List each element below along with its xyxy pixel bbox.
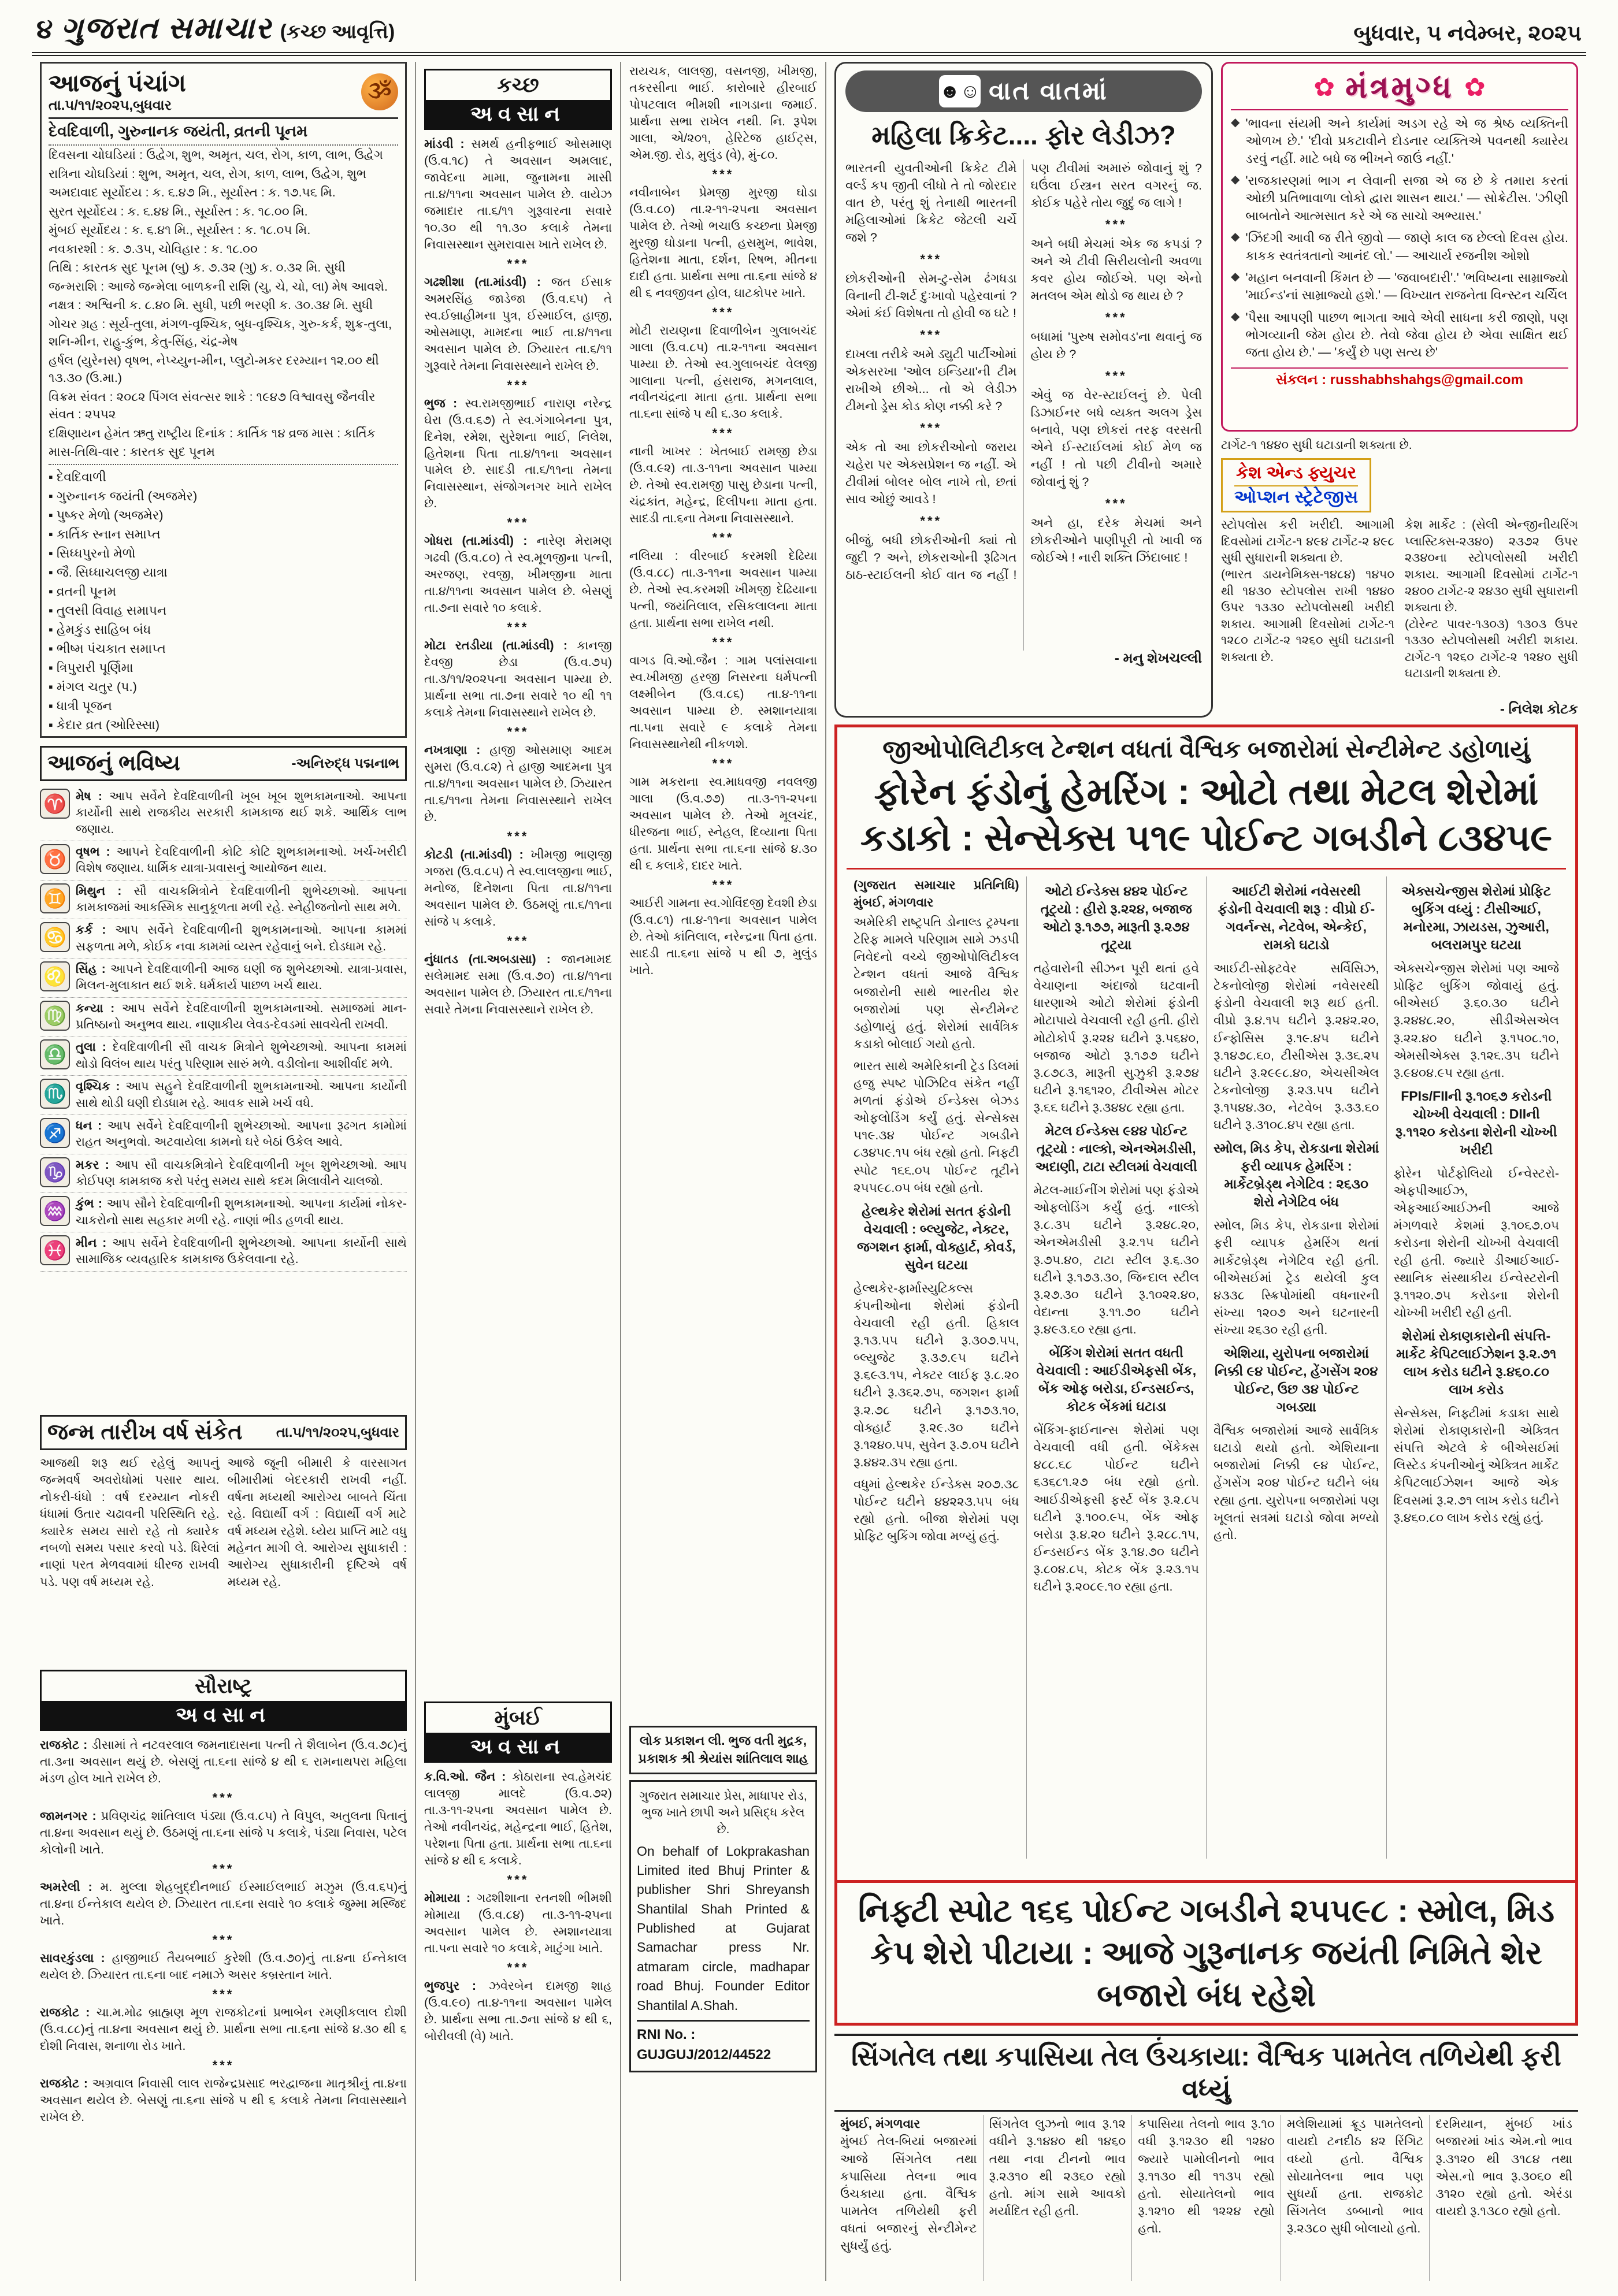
pisces-icon: ♓ [40,1235,70,1265]
panchang-event: ▪ તુલસી વિવાહ સમાપન [49,603,167,618]
horoscope-row [40,958,407,998]
obituary-place: ગોધરા (તા.માંડવી) : [424,534,537,548]
horoscope-text: તુલા : દેવદિવાળીની સૌ વાચક મિત્રોને શુભેચ્છાઓ. આપના કામમાં થોડો વિલંબ થાય પરંતુ પરિણામ સારું મળે. વડીલોના આશીર્વાદ મળે. [76,1041,407,1071]
horoscope-row [40,1193,407,1232]
panchang-line: દક્ષિણાયન હેમંત ઋતુ રાષ્ટ્રીય દિનાંક : કાર્તિક ૧૪ વ્રજ માસ : કાર્તિક [49,426,376,440]
market-subhead: હેલ્થકેર શેરોમાં સતત ફંડોની વેચવાલી : બ્લ્યુજેટ, નેક્ટર, જગશન ફાર્મા, વોક્હાર્ટ, કોવર્ડ, સુવેન ઘટયા [856,1203,1016,1272]
panchang-event: ▪ ગુરુનાનક જયંતી (અજમેર) [49,488,198,503]
obituary-place: જામનગર : [40,1809,101,1823]
separator: *** [507,829,529,844]
separator: *** [507,933,529,948]
obituary-entry: સાવરકુંડલા : હાજીભાઈ તૈયબભાઈ કુરેશી (ઉ.વ.૭૦)નું તા.૪ના ઈન્તેકાલ થયેલ છે. ઝિયારત તા.૬ના બાદ નમાઝે અસર કબ્રસ્તાન ખાતે. [40,1951,407,1982]
column-3 [621,62,826,2281]
mantra-quote [1231,115,1568,168]
obituary-entry: નખત્રાણા : હાજી ઓસમાણ આદમ સુમરા (ઉ.વ.૮૨) તે હાજી આદમના પુત્ર તા.૪/૧૧ના અવસાન પામેલ છે. ઝિયારત તા.૬/૧૧ના તેમના નિવાસસ્થાને રાખેલ છે. [424,744,612,824]
vaat-paragraph: દાખલા તરીકે અમે ડ્યુટી પાર્ટીઓમાં એકસરખા 'ઓલ ઇન્ડિયા'ની ટીમ રાખીએ છીએ... તો એ લેડીઝ ટીમનો ડ્રેસ કોડ કોણ નક્કી કરે ? [845,347,1017,414]
separator: *** [212,2057,235,2072]
cash-tip: કેશ માર્કેટ : (સેલી એન્જીનીયરિંગ પ્લાસ્ટિક્સ-૨૩૪૦) ૨૩૭૨ ઉપર ૨૩૪૦ના સ્ટોપલોસથી ખરીદી શકાય. આગામી દિવસોમાં ટાર્ગેટ-૧ ૨૪૦૦ ટાર્ગેટ-૨ ૨૪૩૦ સુધી સુધારાની શક્યતા છે. [1405,518,1578,615]
separator: *** [1105,217,1127,232]
obituary-paragraph: વાગડ વિ.ઓ.જૈન : ગામ પલાંસવાના સ્વ.ખીમજી હરજી નિસરના ધર્મપત્ની લક્ષ્મીબેન (ઉ.વ.૮૬) તા.૪-૧૧ના અવસાન પામ્યા છે. સ્મશાનયાત્રા તા.૫ના સવારે ૯ કલાકે તેમના નિવાસસ્થાનેથી નીકળશે. [629,654,817,751]
oil-article [834,2034,1578,2281]
obituary-entry: રાજકોટ : અગ્રવાલ નિવાસી લાલ રાજેન્દ્રપ્રસાદ ભરદ્વાજના માતૃશ્રીનું તા.૪ના અવસાન થયેલ છે. બેસણું તા.૬ના સાંજે ૫ થી ૬ કલાકે તેમના નિવાસસ્થાને રાખેલ છે. [40,2076,407,2124]
panchang-event: ▪ મંગલ ચતુર (પ.) [49,679,137,694]
separator: *** [507,377,529,392]
oil-column [1132,2115,1281,2281]
obituary-place: નખત્રાણા : [424,744,490,757]
panchang-header [49,69,398,119]
market-column [1387,876,1567,1859]
obituary-place: મોમાયા : [424,1891,477,1905]
horoscope-sign-name: મીન : [76,1236,113,1250]
panchang-event: ▪ જૈ. સિધ્ધાચલજી યાત્રા [49,564,168,579]
obituary-paragraph: રાયચક, લાલજી, વસનજી, ખીમજી, તકરસીના ભાઈ. કારોબારે હીરબાઈ પોપટલાલ ભીમશી નાગડાના જમાઈ. પ્રાર્થના સભા રાખેલ નથી. નિ. રૂપેશ ગાલા, એ/૨૦૧, હેરિટેજ હાઈટ્સ, એમ.જી. રોડ, મુલુંડ (વે), મું-૮૦. [629,65,817,162]
panchang-line: જન્મરાશિ : આજે જન્મેલા બાળકની રાશિ (ચુ, ચે, ચો, લા) મેષ આવશે. [49,279,388,293]
horoscope-text: વૃષભ : આપને દેવદિવાળીની કોટિ કોટિ શુભકામનાઓ. ખર્ચ-ખરીદી વિશેષ જણાય. ધાર્મિક યાત્રા-પ્રવાસનું આયોજન થાય. [76,845,407,875]
separator: *** [1105,368,1127,383]
separator: *** [712,166,734,181]
obituary-entry: રાજકોટ : ચા.મ.મોઢ બ્રાહ્મણ મૂળ રાજકોટનાં પ્રભાબેન રમણીકલાલ દોશી (ઉ.વ.૮૮)નું તા.૪ના અવસાન થયું છે. પ્રાર્થના સભા તા.૬ના સાંજે ૪.૩૦ થી ૬ દોશી નિવાસ, શનાળા રોડ ખાતે. [40,2005,407,2053]
mumbai-obituaries [424,1767,612,2126]
horoscope-sign-name: મકર : [76,1158,116,1172]
obituary-place: ભુજ : [424,396,465,410]
obituary-place: રાજકોટ : [40,2076,92,2090]
panchang-line: હર્ષલ (યુરેનસ) વૃષભ, નેપ્ચ્યુન-મીન, પ્લુટો-મકર દરમ્યાન ૧૨.૦૦ થી ૧૩.૩૦ (ઉ.મા.) [49,353,379,385]
obituary-paragraph: આઈરી ગામના સ્વ.ગોવિંદજી દેવશી છેડા (ઉ.વ.૮૧) તા.૪-૧૧ના અવસાન પામેલ છે. તેઓ કાંતિલાલ, નરેન્દ્રના પિતા હતા. સાદડી તા.૬ના સાંજે ૫ થી ૭, મુલુંડ ખાતે. [629,896,817,977]
right-top-stack [1221,62,1578,718]
horoscope-sign-name: કન્યા : [76,1001,122,1015]
column-2 [416,62,621,2281]
horoscope-row [40,1036,407,1076]
market-paragraph: એક્સચેન્જીસ શેરોમાં પણ આજે પ્રોફિટ બુકિંગ જોવાયું હતું. બીએસઈ રૂ.૬૦.૩૦ ઘટીને રૂ.૨૪૪૮.૨૦, સીડીએસએલ રૂ.૨૨.૪૦ ઘટીને રૂ.૧૫૦૮.૧૦, એમસીએક્સ રૂ.૧૨૬.૩૫ ઘટીને રૂ.૯૪૦૪.૯૫ રહ્યા હતા. [1393,961,1559,1080]
taurus-icon: ♉ [40,844,70,874]
oil-body [834,2115,1578,2281]
horoscope-text: કન્યા : આપ સર્વેને દેવદિવાળીની શુભકામનાઓ. સમાજમાં માન-પ્રતિષ્ઠાનો અનુભવ થાય. નાણાકીય લેવડ-દેવડમાં સાવચેતી રાખવી. [76,1001,407,1032]
separator: *** [507,1960,529,1975]
vaat-vaatma-header [845,70,1202,112]
obituary-entry: નુંધાતડ (તા.અબડાસા) : જાનમામદ સલેમામદ સમા (ઉ.વ.૭૦) તા.૪/૧૧ના અવસાન પામેલ છે. ઝિયારત તા.૬/૧૧ના સવારે તેમના નિવાસસ્થાને રાખેલ છે. [424,952,612,1016]
market-subhead: FPIs/FIIની રૂ.૧૦૬૭ કરોડની ચોખ્ખી વેચવાલી : DIIની રૂ.૧૧૨૦ કરોડના શેરોની ચોખ્ખી ખરીદી [1395,1088,1557,1157]
horoscope-row [40,841,407,880]
cash-futures-section [1221,432,1578,718]
cash-badge-line2: ઓપ્શન સ્ટ્રેટેજીસ [1234,485,1358,507]
market-column [1027,876,1207,1859]
panchang-event: ▪ વ્રતની પૂનમ [49,584,117,599]
horoscope-text: સિંહ : આપને દેવદિવાળીની આજ ઘણી જ શુભેચ્છાઓ. યાત્રા-પ્રવાસ, મિલન-મુલાકાત થઈ શકે. ધર્મકાર્ય પાછળ ખર્ચ થાય. [76,963,407,993]
obituary-place: મોટા રતડીયા (તા.માંડવી) : [424,639,577,653]
horoscope-sign-name: વૃષભ : [76,845,117,859]
obituary-entry: રાજકોટ : ડીસામાં તે નટવરલાલ જમનાદાસના પત્ની તે શૈલાબેન (ઉ.વ.૭૮)નું તા.૩ના અવસાન થયું છે. બેસણું તા.૬ના સાંજે ૪ થી ૬ રામનાથપરા મહિલા મંડળ હોલ ખાતે રાખેલ છે. [40,1738,407,1785]
panchang-line: અમદાવાદ સૂર્યોદય : ક. ૬.૪૭ મિ., સૂર્યાસ્ત : ક. ૧૭.૫૬ મિ. [49,185,336,200]
separator: *** [1105,310,1127,325]
diamond-bullet-icon: ◆ [1231,270,1240,283]
market-paragraph: હેલ્થકેર-ફાર્માસ્યુટિકલ્સ કંપનીઓના શેરોમાં ફંડોની વેચવાલી રહી હતી. હિકાલ રૂ.૧૩.૫૫ ઘટીને રૂ.૩૦૭.૫૫, બ્લ્યુજેટ રૂ.૩૭.૯૫ ઘટીને રૂ.૬૯૩.૧૫, નેક્ટર લાઈફ રૂ.૮.૨૦ ઘટીને રૂ.૩૬૨.૭૫, જગશન ફાર્મા રૂ.૨.૭૮ ઘટીને રૂ.૧૭૩.૧૦, વોક્હાર્ટ રૂ.૨૯.૩૦ ઘટીને રૂ.૧૨૪૦.૫૫, સુવેન રૂ.૭.૦૫ ઘટીને રૂ.૪૪૨.૩૫ રહ્યા હતા. [853,1281,1019,1469]
panchang-event: ▪ ધાત્રી પૂજન [49,698,112,713]
panchang-line: દિવસના ચોઘડિયાં : ઉદ્વેગ, શુભ, અમૃત, ચલ, રોગ, કાળ, લાભ, ઉદ્વેગ [49,148,383,162]
market-paragraph: તહેવારોની સીઝન પૂરી થતાં હવે વેચાણના અંદાજો ઘટવાની ધારણાએ ઓટો શેરોમાં ફંડોની મોટાપાયે વેચવાલી રહી હતી. હીરો મોટોકોર્પ રૂ.૨૨૪ ઘટીને રૂ.૫૬૪૦, બજાજ ઓટો રૂ.૧૭૭ ઘટીને રૂ.૮૭૮૩, મારૂતી સુઝુકી રૂ.૨૭૪ ઘટીને રૂ.૧૬૧૨૦, ટીવીએસ મોટર રૂ.૬૬ ઘટીને રૂ.૩૪૪૮ રહ્યા હતા. [1033,961,1199,1114]
obituary-entry: કોટડી (તા.માંડવી) : ખીમજી ભાણજી ગજરા (ઉ.વ.૮૫) તે સ્વ.લાલજીના ભાઈ, મનોજ, દિનેશના પિતા તા.૪/૧૧ના અવસાન પામેલ છે. ઉઠમણું તા.૬/૧૧ના સાંજે ૫ કલાકે. [424,848,612,928]
separator: *** [507,256,529,271]
panchang-event: ▪ કેદાર વ્રત (ઓરિસ્સા) [49,717,160,732]
nifty-banner: નિફ્ટી સ્પોટ ૧૬૬ પોઈન્ટ ગબડીને ૨૫૫૯૮ : સ્મોલ, મિડ કેપ શેરો પીટાયા : આજે ગુરૂનાનક જયંતી નિમિતે શેર બજારો બંધ રહેશે [834,1883,1578,2026]
panchang-line: નવકારશી : ક. ૭.૩૫, ચોવિહાર : ક. ૧૮.૦૦ [49,242,258,256]
aquarius-icon: ♒ [40,1196,70,1226]
panchang-event: ▪ હેમકુંડ સાહિબ બંધ [49,622,151,637]
oil-column [834,2115,984,2281]
leo-icon: ♌ [40,961,70,991]
market-subhead: આઈટી શેરોમાં નવેસરથી ફંડોની વેચવાલી શરૂ : વીપ્રો ઈ-ગવર્નન્સ, નેટવેબ, એન્કેઈ, રામકો ઘટાડો [1218,883,1375,953]
market-paragraph: અમેરિકી રાષ્ટ્રપતિ ડોનાલ્ડ ટ્રમ્પના ટેરિફ મામલે પરિણામ સામે ઝડપી નિવેદનો વચ્ચે જીઓપોલિટીકલ ટેન્શન વધતાં આજે વૈશ્વિક બજારોની સાથે ભારતીય શેર બજારોમાં પણ સેન્ટીમેન્ટ ડહોળાયું હતું. શેરોમાં સાર્વત્રિક કડાકો બોલાઈ ગયો હતો. [853,915,1019,1051]
vaat-vaatma-box [834,62,1213,718]
separator: *** [507,620,529,635]
horoscope-text: કર્ક : આપ સર્વેને દેવદિવાળીની શુભકામનાઓ. આપના કામમાં સફળતા મળે, કોઈક નવા કામમાં વ્યસ્ત રહેવાનું બને. દોડધામ રહે. [76,923,407,953]
panchang-event: ▪ કાર્તિક સ્નાન સમાપ્ત [49,526,161,541]
janma-left: આજથી શરૂ થઈ રહેલું આપનું જન્મવર્ષ અવરોધોમાં પસાર થાય. નોકરી-ધંધો : વર્ષ દરમ્યાન નોકરી ધંધામાં ઉતાર ચઢાવની પરિસ્થિતિ રહે. ક્યારેક સમય સારો રહે તો ક્યારેક નબળો સમય પસાર કરવો પડે. ધિરેલાં નાણાં પરત મેળવવામાં ધીરજ રાખવી પડે. પણ વર્ષ મધ્યમ રહે. [40,1457,220,1589]
mantra-quote-text: 'ભાવના સંયમી અને કાર્યમાં અડગ રહે એ જ શ્રેષ્ઠ વ્યક્તિની ઓળખ છે.' 'દીવો પ્રકટાવીને દોડનાર વ્યક્તિએ પવનથી ક્યારેય ડરવું નહીં. માટે બધે જ ભીખને જાઉં નહીં.' [1245,116,1568,166]
market-paragraph: સેન્સેક્સ, નિફ્ટીમાં કડાકા સાથે શેરોમાં રોકાણકારોની એક્ત્રિત સંપત્તિ એટલે કે બીએસઈમાં લિસ્ટેડ કંપનીઓનું એક્ત્રિત માર્કેટ કેપિટલાઈઝેશન આજે એક દિવસમાં રૂ.૨.૭૧ લાખ કરોડ ઘટીને રૂ.૪૬૦.૮૦ લાખ કરોડ રહ્યું હતું. [1393,1406,1559,1525]
horoscope-text: કુંભ : આપ સૌને દેવદિવાળીની શુભકામનાઓ. આપના કાર્યમાં નોકર-ચાકરોનો સાથ સહકાર મળી રહે. નાણાં ભીડ હળવી થાય. [76,1197,407,1227]
mumbai-label: મુંબઈ [494,1706,542,1729]
market-body [847,876,1566,1859]
separator: *** [212,1790,235,1805]
publisher-english: On behalf of Lokprakashan Limited ited Bhuj Printer & publisher Shri Shreyansh Shantilal Shah Printed & Published at Gujarat Samachar press Nr. atmaram circle, madhapar road Bhuj. Founder Editor Shantilal A.Shah. [637,1843,810,2013]
sagittarius-icon: ♐ [40,1118,70,1148]
panchang-event: ▪ દેવદિવાળી [49,469,106,484]
panchang-event: ▪ પુષ્કર મેળો (અજમેર) [49,507,164,522]
oil-dateline: મુંબઈ, મંગળવાર [840,2117,921,2131]
market-paragraph: મેટલ-માઈનીંગ શેરોમાં પણ ફંડોએ ઓફલોડિંગ કર્યું હતું. નાલ્કો રૂ.૮.૩૫ ઘટીને રૂ.૨૪૮.૨૦, એનએમડીસી રૂ.૨.૧૫ ઘટીને રૂ.૭૫.૪૦, ટાટા સ્ટીલ રૂ.૬.૩૦ ઘટીને રૂ.૧૭૩.૩૦, જિન્દાલ સ્ટીલ રૂ.૨૭.૩૦ ઘટીને રૂ.૧૦૨૨.૪૦, વેદાન્તા રૂ.૧૧.૭૦ ઘટીને રૂ.૪૯૩.૬૦ રહ્યા હતા. [1033,1183,1199,1336]
vaat-vaatma-title: વાત વાતમાં [989,77,1108,105]
obituary-entry: ભુજપુર : ઝવેરબેન દામજી શાહ (ઉ.વ.૯૦) તા.૪-૧૧ના અવસાન પામેલ છે. પ્રાર્થના સભા તા.૭ના સાંજે ૪ થી ૬, બોરીવલી (વે) ખાતે. [424,1979,612,2043]
mantra-quote-text: 'પૈસા આપણી પાછળ ભાગતા આવે એવી સાધના કરી જાણો, પણ ભોગવ્યાની જેમ હોય છે. તેવો જેવા હોય છે એવા સાક્ષિત થઈ જતા હોય છે.' — 'કર્યું છે પણ સત્ય છે' [1245,310,1568,360]
column-grid [32,62,1586,2281]
panchang-box [40,62,407,738]
oil-column [1281,2115,1430,2281]
obituary-entry: મોમાયા : ગઢશીશાના રતનશી ભીમશી મોમાયા (ઉ.વ.૮૪) તા.૩-૧૧-૨૫ના અવસાન પામેલ છે. સ્મશાનયાત્રા તા.૫ના સવારે ૧૦ કલાકે, માટુંગા ખાતે. [424,1891,612,1955]
mantra-quote [1231,269,1568,304]
cash-tip: સ્ટોપલોસ કરી ખરીદી. આગામી દિવસોમાં ટાર્ગેટ-૧ ૪૯૪ ટાર્ગેટ-૨ ૪૯૮ સુધી સુધારાની શક્યતા છે. [1221,518,1394,565]
panchang-title: આજનું પંચાંગ [49,69,186,96]
virgo-icon: ♍ [40,1001,70,1031]
obituary-place: નુંધાતડ (તા.અબડાસા) : [424,952,561,966]
horoscope-row [40,786,407,841]
market-subhead: એશિયા, યુરોપના બજારોમાં નિક્કી ૯૪ પોઈન્ટ, હેંગસેંગ ૨૦૪ પોઈન્ટ, ઉછ ૩૪ પોઈન્ટ ગબડ્યા [1214,1345,1378,1415]
panchang-line: વિક્રમ સંવત : ૨૦૮૨ પિંગલ સંવત્સર શાકે : ૧૯૪૭ વિશ્વાવસુ જૈનવીર સંવત : ૨૫૫૨ [49,389,376,422]
separator: *** [212,1986,235,2001]
oil-headline: સિંગતેલ તથા કપાસિયા તેલ ઉંચકાયા: વૈશ્વિક પામતેલ તળિયેથી ફરી વધ્યું [834,2041,1578,2112]
kutch-avasan-header [424,69,612,130]
market-subhead: ઓટો ઈન્ડેક્સ ૪૪૨ પોઈન્ટ તૂટ્યો : હીરો રૂ.૨૨૪, બજાજ ઓટો રૂ.૧૭૭, મારૂતી રૂ.૨૭૪ તૂટ્યા [1040,883,1192,953]
separator: *** [712,877,734,892]
obituary-entry: અમરેલી : મ. મુલ્લા શેહબુદ્દીનભાઈ ઈસ્માઈલભાઈ મઝુમ (ઉ.વ.૬૫)નું તા.૪ના ઈન્તેકાલ થયેલ છે. ઝિયારત તા.૬ના સવારે ૧૦ કલાકે જુમ્મા મસ્જિદ ખાતે. [40,1880,407,1927]
avasan-label: અવસાન [426,100,610,128]
horoscope-sign-name: કર્ક : [76,923,115,937]
obituary-entry: જામનગર : પ્રવિણચંદ્ર શાંતિલાલ પંડ્યા (ઉ.વ.૮૫) તે વિપુલ, અતુલના પિતાનું તા.૪ના અવસાન થયું છે. ઉઠમણું તા.૬ના સાંજે ૫ કલાકે, પંડ્યા નિવાસ, પટેલ કોલોની ખાતે. [40,1809,407,1856]
cash-badge-line1: કેશ એન્ડ ફ્યુચર [1236,463,1357,483]
vaat-signoff: - મનુ શેખચલ્લી [1114,650,1202,666]
panchang-line: માસ-તિથિ-વાર : કારતક સુદ પૂનમ [49,445,215,459]
separator: *** [920,514,942,529]
vaat-body [845,159,1202,651]
horoscope-sign-name: મેષ : [76,790,110,803]
market-subhead: બેંકિંગ શેરોમાં સતત વધતી વેચવાલી : આઈડીએફસી બેંક, બેંક ઓફ બરોડા, ઈન્ડસઈન્ડ, કોટક બેંકમાં ઘટાડા [1036,1345,1197,1414]
market-paragraph: આઈટી-સોફ્ટવેર સર્વિસિઝ, ટેકનોલોજી શેરોમાં નવેસરથી ફંડોની વેચવાલી શરૂ થઈ હતી. વીપ્રો રૂ.૪.૧૫ ઘટીને રૂ.૨૪૨.૨૦, ઈન્ફોસિસ રૂ.૧૯.૪૫ ઘટીને રૂ.૧૪૭૮.૬૦, ટીસીએસ રૂ.૩૬.૨૫ ઘટીને રૂ.૨૯૯૮.૪૦, એચસીએલ ટેકનોલોજી રૂ.૨૩.૫૫ ઘટીને રૂ.૧૫૪૪.૩૦, નેટવેબ રૂ.૩૩.૬૦ ઘટીને રૂ.૩૧૦૮.૪૫ રહ્યા હતા. [1214,961,1379,1132]
market-subhead: શેરોમાં રોકાણકારોની સંપત્તિ-માર્કેટ કેપિટલાઈઝેશન રૂ.૨.૭૧ લાખ કરોડ ઘટીને રૂ.૪૬૦.૮૦ લાખ કરોડ [1396,1328,1557,1398]
cash-columns [1221,517,1578,699]
cash-intro: ટાર્ગેટ-૧ ૧૪૪૦ સુધી ઘટાડાની શક્યતા છે. [1221,439,1412,452]
obituary-place: ગઢશીશા (તા.માંડવી) : [424,275,551,289]
market-column [847,876,1027,1859]
horoscope-row [40,1115,407,1154]
horoscope-row [40,880,407,920]
separator: *** [507,725,529,740]
obituary-place: માંડવી : [424,138,472,151]
rni-number: RNI No. : GUJGUJ/2012/44522 [637,2020,810,2065]
market-column [1207,876,1387,1859]
panchang-line: તિથિ : કારતક સુદ પૂનમ (બુ) ક. ૭.૩૨ (ગુ) ક. ૦.૩૨ મિ. સુધી [49,261,346,275]
mantra-email: સંકલન : russhabhshahgs@gmail.com [1231,367,1568,388]
oil-paragraph: કપાસિયા તેલનો ભાવ રૂ.૧૦ વધી રૂ.૧૨૩૦ થી ૧૨૪૦ જ્યારે પામોલીનનો ભાવ રૂ.૧૧૩૦ થી ૧૧૩૫ રહ્યો હતો. સોયાતેલનો ભાવ રૂ.૧૨૧૦ થી ૧૨૨૪ રહ્યો હતો. [1138,2117,1275,2235]
ganesh-icon: ૐ [361,73,398,110]
obituary-entry: મોટા રતડીયા (તા.માંડવી) : કાનજી દેવજી છેડા (ઉ.વ.૭૫) તા.૩/૧૧/૨૦૨૫ના અવસાન પામ્યા છે. પ્રાર્થના સભા તા.૭ના સવારે ૧૦ થી ૧૧ કલાકે તેમના નિવાસસ્થાને રાખેલ છે. [424,639,612,720]
mantra-quote-text: 'રાજકારણમાં ભાગ ન લેવાની સજા એ જ છે કે તમારા કરતાં ઓછી પ્રતિભાવાળા લોકો દ્વારા શાસન થાય.' — સોક્રેટીસ. 'ઝીણી બાબતોને આત્મસાત કરે એ જ સાચો અભ્યાસ.' [1245,173,1568,223]
saurashtra-obituaries [40,1736,407,2127]
printer-notice: લોક પ્રકાશન લી. ભુજ વતી મુદ્રક, પ્રકાશક શ્રી શ્રેયાંસ શાંતિલાલ શાહ [629,1726,817,1774]
oil-paragraph: મુંબઈ તેલ-બિયાં બજારમાં આજે સિંગતેલ તથા કપાસિયા તેલના ભાવ ઉંચકાયા હતા. વૈશ્વિક પામતેલ તળિયેથી ફરી વધતાં બજારનું સેન્ટીમેન્ટ સુધર્યું હતું. [840,2134,977,2253]
horoscope-sign-name: મિથુન : [76,884,134,898]
horoscope-sign-name: સિંહ : [76,963,110,976]
separator: *** [712,635,734,650]
obituary-paragraph: નલિયા : વીરબાઈ કરમશી દેઢિયા (ઉ.વ.૮૮) તા.૩-૧૧ના અવસાન પામ્યા છે. તેઓ સ્વ.કરમશી ખીમજી દેઢિયાના પત્ની, જયંતિલાલ, રસિકલાલના માતા હતા. પ્રાર્થના સભા રાખેલ નથી. [629,549,817,630]
diamond-bullet-icon: ◆ [1231,116,1240,129]
gemini-icon: ♊ [40,883,70,913]
diamond-bullet-icon: ◆ [1231,173,1240,187]
separator: *** [920,328,942,343]
obituary-entry: માંડવી : સમર્થ હનીફભાઈ ઓસમાણ (ઉ.વ.૧૮) તે અવસાન અમલાદ, જાવેદના મામા, જુનામના માસી તા.૪/૧૧ના અવસાન પામેલ છે. વાયેઝ જમાદાર તા.૬/૧૧ ગુરૂવારના સવારે ૧૦.૩૦ થી ૧૧.૩૦ કલાકે તેમના નિવાસસ્થાન સુમરાવાસ ખાતે રાખેલ છે. [424,138,612,251]
vaat-paragraph: બીજું, બધી છોકરીઓની ક્યાં તો જુદી ? અને, છોકરાઓની રૂઢિગત ઠાઠ-સ્ટાઈલની કોઈ વાત જ નહીં ! પણ ટીવીમાં અમારું જોવાનું શું ? ઘઉંલા ઈસ્ત્રન સરત વગરનું જ. કોઈક પહેરે તોય જુદું જ લાગે ! [845,161,1202,582]
separator: *** [507,1872,529,1887]
kutch-label: કચ્છ [497,73,539,96]
right-top-row [834,62,1578,718]
edition-label: (કચ્છ આવૃત્તિ) [280,21,395,43]
vaat-paragraph: એક તો આ છોકરીઓનો જરાય ચહેરા પર એક્સપ્રેશન જ નહીં. એ ટીવીમાં બોલર બોલ નાખે તો, છતાં સાવ ઓછું આવડે ! [845,440,1017,507]
obituary-paragraph: નાની ખાખર : ખેતબાઈ રામજી છેડા (ઉ.વ.૯૨) તા.૩-૧૧ના અવસાન પામ્યા છે. તેઓ સ્વ.રામજી પાસુ છેડાના પત્ની, ચંદ્રકાંત, મહેન્દ્ર, દિલીપના માતા હતા. સાદડી તા.૬ના તેમના નિવાસસ્થાને. [629,445,817,526]
horoscope-text: મેષ : આપ સર્વેને દેવદિવાળીની ખૂબ ખૂબ શુભકામનાઓ. આપના કાર્યોની સાથે રાજકીય સરકારી કામકાજ થઈ શકે. આર્થિક લાભ જણાય. [76,790,407,836]
janma-header [40,1415,407,1450]
horoscope-text: મિથુન : સૌ વાચકમિત્રોને દેવદિવાળીની શુભેચ્છાઓ. આપના કામકાજમાં આકસ્મિક સાનુકૂળતા મળી રહે. સ્નેહીજનોનો સાથ મળે. [76,884,407,915]
market-paragraph: વૈશ્વિક બજારોમાં આજે સાર્વત્રિક ઘટાડો થયો હતો. એશિયાના બજારોમાં નિક્કી ૯૪ પોઈન્ટ, હેંગસેંગ ૨૦૪ પોઈન્ટ ઘટીને બંધ રહ્યા હતા. યુરોપના બજારોમાં પણ ખૂલતાં સત્રમાં ઘટાડો જોવા મળ્યો હતો. [1214,1424,1379,1542]
panchang-event: ▪ ત્રિપુરારી પૂર્ણિમા [49,660,133,675]
horoscope-row [40,1232,407,1272]
obituary-place: સાવરકુંડલા : [40,1951,112,1965]
mantra-quote [1231,229,1568,265]
horoscope-sign-name: તુલા : [76,1041,113,1054]
cash-tip: (ભારત ડાયનેમિક્સ-૧૪૮૪) ૧૪૫૦ થી ૧૪૩૦ સ્ટોપલોસ રાખી ૧૪૪૦ ઉપર ૧૩૩૦ સ્ટોપલોસથી ખરીદી શકાય. આગામી દિવસોમાં ટાર્ગેટ-૧ ૧૨૮૦ ટાર્ગેટ-૨ ૧૨૬૦ સુધી ઘટાડાની શક્યતા છે. [1221,567,1394,664]
bhavishya-byline: -અનિરુદ્ધ પદ્મનાભ [291,755,399,771]
cash-tip: (ટોરેન્ટ પાવર-૧૩૦૩) ૧૩૦૩ ઉપર ૧૩૩૦ સ્ટોપલોસથી ખરીદી શકાય. ટાર્ગેટ-૧ ૧૨૬૦ ટાર્ગેટ-૨ ૧૨૪૦ સુધી ઘટાડાની શક્યતા છે. [1405,617,1578,681]
panchang-event: ▪ ભીષ્મ પંચકાત સમાપ્ત [49,641,166,656]
panchang-line: ગોચર ગ્રહ : સૂર્ય-તુલા, મંગળ-વૃશ્ચિક, બુધ-વૃશ્ચિક, ગુરુ-કર્ક, શુક્ર-તુલા, શનિ-મીન, રાહુ-કુંભ, કેતુ-સિંહ, ચંદ્ર-મેષ [49,317,392,349]
market-paragraph: ભારત સાથે અમેરિકાની ટ્રેડ ડિલમાં હજુ સ્પષ્ટ પોઝિટિવ સંકેત નહીં મળતાં ફંડોએ ઈન્ડેક્સ બેઝડ ઓફલોડિંગ કર્યું હતું. સેન્સેક્સ ૫૧૯.૩૪ પોઈન્ટ ગબડીને ૮૩૪૫૯.૧૫ બંધ રહ્યો હતો. નિફ્ટી સ્પોટ ૧૬૬.૦૫ પોઈન્ટ તૂટીને ૨૫૫૯૮.૦૫ બંધ રહ્યો હતો. [853,1058,1019,1195]
horoscope-list [40,786,407,1407]
janma-body [40,1455,407,1663]
vaat-paragraph: છોકરીઓની સેમ-ટુ-સેમ ઢંગધડા વિનાની ટી-શર્ટ દુઃખાવો પહેરવાનાં ? એમાં કંઈ વિશેષતા તો હોવી જ ઘટે ! [845,271,1017,320]
avasan-label: અવસાન [42,1701,405,1729]
avasan-label: અવસાન [426,1733,610,1761]
horoscope-text: મીન : આપ સર્વેને દેવદિવાળીની શુભેચ્છાઓ. આપના કાર્યોની સાથે સામાજિક વ્યવહારિક કામકાજ ઉકેલવાના રહે. [76,1236,407,1266]
masthead-group [36,12,395,46]
obituary-paragraph: મોટી રાયણના દિવાળીબેન ગુલાબચંદ ગાલા (ઉ.વ.૮૫) તા.૨-૧૧ના અવસાન પામ્યા છે. તેઓ સ્વ.ગુલાબચંદ વેલજી ગાલાના પત્ની, હંસરાજ, મગનલાલ, નવીનચંદ્રના માતા હતા. પ્રાર્થના સભા તા.૬ના સાંજે ૫ થી ૬.૩૦ કલાકે. [629,324,817,421]
janma-date: તા.૫/૧૧/૨૦૨૫,બુધવાર [276,1424,399,1440]
separator: *** [712,304,734,319]
panchang-date: તા.૫/૧૧/૨૦૨૫,બુધવાર [49,98,172,113]
separator: *** [920,421,942,436]
oil-paragraph: દરમિયાન, મુંબઈ ખાંડ બજારમાં ખાંડ એમ.નો ભાવ રૂ.૩૧૨૦ થી ૩૧૮૪ તથા એસ.નો ભાવ રૂ.૩૦૬૦ થી ૩૧૨૦ રહ્યો હતો. એરંડા વાયદો રૂ.૧૩૮૦ રહ્યો હતો. [1435,2117,1572,2218]
capricorn-icon: ♑ [40,1157,70,1187]
cash-futures-badge [1221,458,1371,512]
mantramugdh-title: મંત્રમુગ્ધ [1345,70,1454,105]
kutch-obituaries [424,135,612,1695]
mantra-quote-text: 'મહાન બનવાની કિંમત છે — 'જવાબદારી'.' 'ભવિષ્યના સામ્રાજ્યો 'માઈન્ડ'નાં સામ્રાજ્યો હશે.' — વિખ્યાત રાજનેતા વિન્સ્ટન ચર્ચિલ [1245,270,1568,303]
mantra-quote-text: 'ઝિંદગી આવી જ રીતે જીવો — જાણે કાલ જ છેલ્લો દિવસ હોય. કાકક સ્વતંત્રતાનો આનંદ લો.' — આચાર્ય રજનીશ ઓશો [1245,231,1568,263]
scorpio-icon: ♏ [40,1079,70,1109]
vaat-headline: મહિલા ક્રિકેટ.... ફોર લેડીઝ? [871,120,1176,150]
publisher-box [629,1780,817,2073]
separator: *** [212,1932,235,1947]
page-header [32,8,1586,56]
mantra-quote [1231,309,1568,362]
horoscope-text: ધન : આપ સર્વેને દેવદિવાળીની શુભેચ્છાઓ. આપના રૂઢગત કામોમાં રાહત અનુભવો. અટવાયેલા કામનો ઘરે બેઠાં ઉકેલ આવે. [76,1119,407,1149]
panchang-event: ▪ સિધ્ધપુરનો મેળો [49,545,136,560]
separator: *** [920,251,942,266]
horoscope-row [40,919,407,958]
panchang-line: સુરત સૂર્યોદય : ક. ૬.૪૪ મિ., સૂર્યાસ્ત : ક. ૧૮.૦૦ મિ. [49,204,308,218]
publisher-gujarati: ગુજરાત સમાચાર પ્રેસ, માધાપર રોડ, ભુજ ખાતે છાપી અને પ્રસિદ્ધ કરેલ છે. [639,1789,807,1837]
vaat-paragraph: ભારતની યુવતીઓની ક્રિકેટ ટીમે વર્લ્ડ કપ જીતી લીધો તે તો જોરદાર વાત છે, પરંતુ શું તેનાથી ભારતની મહિલાઓમાં ક્રિકેટ જેટલી ચર્ચે જશે ? [845,161,1017,244]
obituary-paragraph: નવીનાબેન પ્રેમજી મુરજી ઘોડા (ઉ.વ.૮૦) તા.૨-૧૧-૨૫ના અવસાન પામેલ છે. તેઓ ભચાઉ કચ્છના પ્રેમજી મુરજી ઘોડાના પત્ની, હસમુખ, ભાવેશ, હિતેશના માતા, દર્શન, રિષભ, મીતના દાદી હતા. પ્રાર્થના સભા તા.૬ના સાંજે ૪ થી ૬ નવજીવન હોલ, ઘાટકોપર ખાતે. [629,185,817,300]
horoscope-text: વૃશ્ચિક : આપ સહુને દેવદિવાળીની શુભકામનાઓ. આપના કાર્યોની સાથે થોડી ઘણી દોડધામ રહે. આવક સામે ખર્ચ વધે. [76,1080,407,1110]
obituary-place: ક.વિ.ઓ. જૈન : [424,1770,513,1784]
obituary-place: રાજકોટ : [40,2005,97,2019]
market-article-box [834,725,1578,1883]
market-paragraph: ફોરેન પોર્ટફોલિયો ઈન્વેસ્ટરો-એફપીઆઈઝ, એફઆઈઆઈઝની આજે મંગળવારે કેશમાં રૂ.૧૦૬૭.૦૫ કરોડના શેરોની ચોખ્ખી વેચવાલી રહી હતી. જ્યારે ડીઆઈઆઈ-સ્થાનિક સંસ્થાકીય ઈન્વેસ્ટરોની રૂ.૧૧૨૦.૭૫ કરોડના શેરોની ચોખ્ખી ખરીદી રહી હતી. [1393,1166,1559,1320]
market-subhead: સ્મોલ, મિડ કેપ, રોકડાના શેરોમાં ફરી વ્યાપક હેમરિંગ : માર્કેટબ્રેડ્થ નેગેટિવ : ૨૬૩૦ શેરો નેગેટિવ બંધ [1214,1140,1379,1210]
libra-icon: ♎ [40,1039,70,1069]
market-subhead: એક્સચેન્જીસ શેરોમાં પ્રોફિટ બુકિંગ વધ્યું : ટીસીઆઈ, મનોરમા, ઝાયડસ, ઝુઆરી, બલરામપુર ઘટયા [1401,883,1552,953]
masthead: ગુજરાત સમાચાર [61,12,272,45]
obituary-place: અમરેલી : [40,1880,101,1894]
mantramugdh-header [1231,69,1568,110]
separator: *** [712,530,734,545]
market-subhead: મેટલ ઈન્ડેક્સ ૯૪૪ પોઈન્ટ તૂટ્યો : નાલ્કો, એનએમડીસી, અદાણી, ટાટા સ્ટીલમાં વેચવાલી [1035,1123,1197,1175]
column-1 [32,62,416,2281]
obituary-entry: ભુજ : સ્વ.રામજીભાઈ નારાણ નરેન્દ્ર ઘેરા (ઉ.વ.૬૭) તે સ્વ.ગંગાબેનના પુત્ર, દિનેશ, રમેશ, સુરેશના ભાઈ, નિલેશ, હિતેશના પિતા તા.૪/૧૧ના અવસાન પામેલ છે. સાદડી તા.૬/૧૧ના તેમના નિવાસસ્થાન, સંજોગનગર ખાતે રાખેલ છે. [424,396,612,511]
horoscope-text: મકર : આપ સૌ વાચકમિત્રોને દેવદિવાળીની ખૂબ શુભેચ્છાઓ. આપ કોઈપણ કામકાજ કરો પરંતુ સમય સાથે કદમ મિલાવીને ચાલજો. [76,1158,407,1188]
aries-icon: ♈ [40,789,70,819]
bhavishya-header [40,746,407,781]
horoscope-row [40,1076,407,1115]
horoscope-sign-name: વૃશ્ચિક : [76,1080,126,1094]
horoscope-row [40,1154,407,1194]
oil-column [1430,2115,1578,2281]
saurashtra-label: સૌરાષ્ટ્ર [194,1674,253,1697]
diamond-bullet-icon: ◆ [1231,231,1240,244]
janma-title: જન્મ તારીખ વર્ષ સંકેત [47,1420,243,1444]
panchang-lines [49,146,398,462]
mantra-quotes [1231,115,1568,362]
lotus-icon: ✿ [1464,73,1486,102]
separator: *** [507,515,529,530]
separator: *** [712,756,734,771]
separator: *** [712,426,734,441]
cash-left-column [1221,517,1394,699]
bhavishya-title: આજનું ભવિષ્ય [47,751,180,775]
issue-date: બુધવાર, ૫ નવેમ્બર, ૨૦૨૫ [1353,21,1582,46]
horoscope-sign-name: ધન : [76,1119,107,1132]
vaat-paragraph: અને હા, દરેક મેચમાં અને છોકરીઓને પાણીપૂરી તો ખાવી જ જોઈએ ! નારી શક્તિ ઝિંદાબાદ ! [1030,516,1202,565]
obituary-continuation [629,62,817,1720]
market-paragraph: બેંકિંગ-ફાઈનાન્સ શેરોમાં પણ વેચવાલી વધી હતી. બેંકેક્સ ૪૮૮.૬૮ પોઈન્ટ ઘટીને ૬૩૬૮૧.૨૭ બંધ રહ્યો હતો. આઈડીએફસી ફર્સ્ટ બેંક રૂ.૨.૮૫ ઘટીને રૂ.૧૦૦.૯૫, બેંક ઓફ બરોડા રૂ.૪.૨૦ ઘટીને રૂ.૨૮૮.૧૫, ઈન્ડસઈન્ડ બેંક રૂ.૧૪.૭૦ ઘટીને રૂ.૮૦૪.૮૫, કોટક બેંક રૂ.૨૩.૧૫ ઘટીને રૂ.૨૦૮૯.૧૦ રહ્યા હતા. [1033,1423,1199,1594]
oil-paragraph: મલેશિયામાં ક્રૂડ પામતેલનો વાયદો ટનદીઠ ૪૨ રિંગિટ વધ્યો હતો. વૈશ્વિક સોયાતેલના ભાવ પણ સુધર્યા હતા. રાજકોટ સિંગતેલ ડબ્બાનો ભાવ રૂ.૨૩૮૦ સુધી બોલાયો હતો. [1286,2117,1424,2235]
vaat-paragraph: બધામાં 'પુરુષ સમોવડ'ના થવાનું જ હોય છે ? [1030,329,1202,361]
oil-column [984,2115,1133,2281]
separator: *** [1105,496,1127,511]
panchang-line: નક્ષત્ર : અશ્વિની ક. ૮.૪૦ મિ. સુધી, પછી ભરણી ક. ૩૦.૩૪ મિ. સુધી [49,298,373,313]
separator: *** [212,1861,235,1876]
vaat-paragraph: અને બધી મેચમાં એક જ કપડાં ? અને એ ટીવી સિરીયલોની અવળા કવર હોય જોઈએ. પણ એનો મતલબ એમ થોડો જ થાય છે ? [1030,236,1202,303]
market-headline: ફોરેન ફંડોનું હેમરિંગ : ઓટો તથા મેટલ શેરોમાં કડાકો : સેન્સેક્સ ૫૧૯ પોઈન્ટ ગબડીને ૮૩૪૫૯ [847,768,1566,870]
market-paragraph: સ્મોલ, મિડ કેપ, રોકડાના શેરોમાં ફરી વ્યાપક હેમરિંગ થતાં માર્કેટબ્રેડ્થ નેગેટિવ રહી હતી. બીએસઈમાં ટ્રેડ થયેલી કુલ ૪૩૩૮ સ્ક્રિપોમાંથી વધનારની સંખ્યા ૧૨૦૭ અને ઘટનારની સંખ્યા ૨૬૩૦ રહી હતી. [1214,1218,1379,1337]
mantramugdh-box [1221,62,1578,432]
obituary-entry: ગઢશીશા (તા.માંડવી) : જત ઈસાક અમરસિંહ જાડેજા (ઉ.વ.૬૫) તે સ્વ.ઈબ્રાહીમના પુત્ર, ઈસ્માઈલ, હાજી, ઓસમાણ, મામદના ભાઈ તા.૪/૧૧ના અવસાન પામેલ છે. ઝિયારત તા.૬/૧૧ ગુરૂવારે તેમના નિવાસસ્થાને રાખેલ છે. [424,275,612,373]
cash-right-column [1405,517,1578,699]
horoscope-row [40,998,407,1037]
page-number: ૪ [36,14,53,44]
oil-paragraph: સિંગતેલ લુઝનો ભાવ રૂ.૧૨ વધીને રૂ.૧૪૪૦ થી ૧૪૬૦ તથા નવા ટીનનો ભાવ રૂ.૨૩૧૦ થી ૨૩૬૦ રહ્યો હતો. માંગ સામે આવકો મર્યાદિત રહી હતી. [989,2117,1126,2218]
obituary-paragraph: ગામ મકરાના સ્વ.માધવજી નવલજી ગાલા (ઉ.વ.૭૭) તા.૩-૧૧-૨૫ના અવસાન પામેલ છે. તેઓ મૂલચંદ, ધીરજના ભાઈ, સ્નેહલ, દિવ્યાના પિતા હતા. પ્રાર્થના સભા તા.૬ના સાંજે ૪.૩૦ થી ૬ કલાકે, દાદર ખાતે. [629,775,817,872]
panchang-festivals: દેવદિવાળી, ગુરુનાનક જયંતી, વ્રતની પૂનમ [49,119,398,146]
diamond-bullet-icon: ◆ [1231,310,1240,323]
cash-signoff: - નિલેશ કોટક [1500,701,1578,717]
panchang-event [49,734,398,738]
panchang-line: રાત્રિના ચોઘડિયાં : શુભ, અમૃત, ચલ, રોગ, કાળ, લાભ, ઉદ્વેગ, શુભ [49,166,367,181]
lotus-icon: ✿ [1313,73,1335,102]
saurashtra-avasan-header [40,1670,407,1731]
cancer-icon: ♋ [40,922,70,952]
obituary-place: રાજકોટ : [40,1738,92,1752]
market-kicker: જીઓપોલિટીકલ ટેન્શન વધતાં વૈશ્વિક બજારોમાં સેન્ટીમેન્ટ ડહોળાયું [882,735,1530,763]
panchang-line: મુંબઈ સૂર્યોદય : ક. ૬.૪૧ મિ., સૂર્યાસ્ત : ક. ૧૮.૦૫ મિ. [49,223,311,237]
mumbai-avasan-header [424,1701,612,1763]
market-paragraph: વધુમાં હેલ્થકેર ઈન્ડેક્સ ૨૦૭.૩૮ પોઈન્ટ ઘટીને ૪૪૨૨૩.૫૫ બંધ રહ્યો હતો. બીજા શેરોમાં પણ પ્રોફિટ બુકિંગ જોવા મળ્યું હતું. [853,1477,1019,1544]
horoscope-sign-name: કુંભ : [76,1197,107,1211]
two-faces-icon: ☻☺ [939,75,981,107]
panchang-events [49,464,398,738]
obituary-place: ભુજપુર : [424,1979,489,1993]
vaat-paragraph: એવું જ વેર-સ્ટાઈલનું છે. પેલી ડિઝાઈનર બધે વ્યક્ત અલગ ડ્રેસ બનાવે, પણ છોકરાં તરફ વરસતી એને ઈ-સ્ટાઈલમાં કોઈ મેળ જ નહીં ! તો પછી ટીવીનો અમારે જોવાનું શું ? [1030,388,1202,489]
janma-right: આજે જૂની બીમારી કે વારસાગત બીમારીમાં બેદરકારી રાખવી નહીં. વર્ષના મધ્યથી આરોગ્ય બાબતે ચિંતા રહે. વિદ્યાર્થી વર્ગ : વિદ્યાર્થી વર્ગ માટે વર્ષ મધ્યમ રહેશે. ધ્યેય પ્રાપ્તિ માટે વધુ મહેનત માગી લે. આરોગ્ય સુધાકારી : આરોગ્ય સુધાકારીની દૃષ્ટિએ વર્ષ મધ્યમ રહે. [227,1457,407,1589]
obituary-entry: ક.વિ.ઓ. જૈન : કોઠારાના સ્વ.હેમચંદ લાલજી માલદે (ઉ.વ.૭૨) તા.૩-૧૧-૨૫ના અવસાન પામેલ છે. તેઓ નવીનચંદ્ર, મહેન્દ્રના ભાઈ, હિતેશ, પરેશના પિતા હતા. પ્રાર્થના સભા તા.૬ના સાંજે ૪ થી ૬ કલાકે. [424,1770,612,1867]
mantra-quote [1231,172,1568,225]
obituary-place: કોટડી (તા.માંડવી) : [424,848,531,861]
obituary-entry: ગોધરા (તા.માંડવી) : નારેણ મેરામણ ગઢવી (ઉ.વ.૮૦) તે સ્વ.મૂળજીના પત્ની, અરજણ, રવજી, ખીમજીના માતા તા.૪/૧૧ના અવસાન પામેલ છે. બેસણું તા.૭ના સવારે ૧૦ કલાકે. [424,534,612,615]
right-region [826,62,1586,2281]
market-dateline: (ગુજરાત સમાચાર પ્રતિનિધિ) મુંબઈ, મંગળવાર [853,878,1019,910]
